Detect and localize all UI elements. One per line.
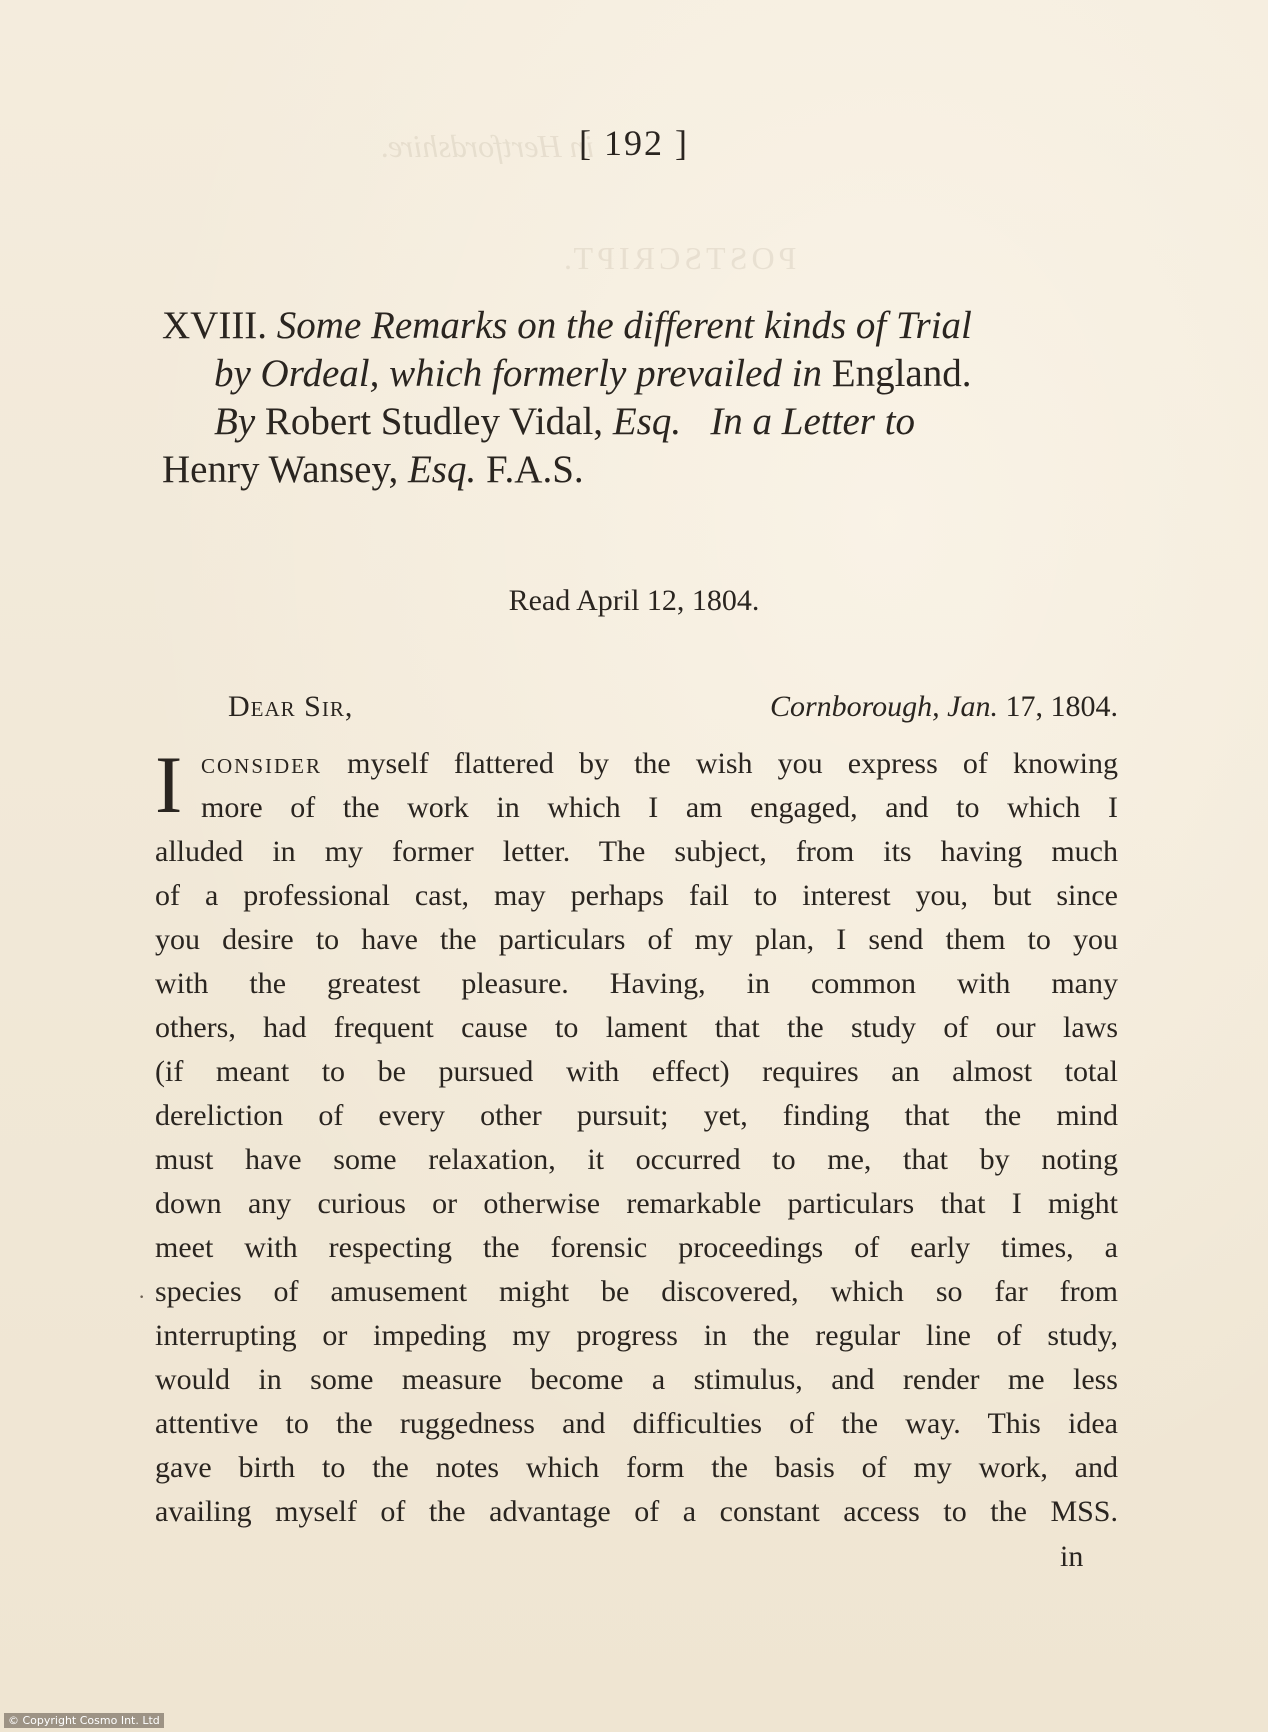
title-line-2: by Ordeal, which formerly prevailed in England. — [214, 352, 972, 395]
catchword: in — [1060, 1540, 1084, 1573]
text-line: interrupting or impeding my progress in the regular line of study, — [155, 1319, 1118, 1352]
text-line: (if meant to be pursued with effect) requires an almost total — [155, 1055, 1118, 1088]
author-name: Robert Studley Vidal, — [264, 400, 604, 443]
text-line: gave birth to the notes which form the basis of my work, and — [155, 1451, 1118, 1484]
title-line-1: XVIII. Some Remarks on the different kinds of Trial — [162, 304, 972, 347]
page-number: [ 192 ] — [579, 123, 689, 163]
article-numeral: XVIII. — [162, 304, 268, 347]
text-line: down any curious or otherwise remarkable particulars that I might — [155, 1187, 1118, 1220]
text-line: availing myself of the advantage of a constant access to the MSS. — [155, 1495, 1118, 1528]
salutation: Dear Sir, — [228, 690, 354, 723]
read-date: Read April 12, 1804. — [508, 584, 760, 617]
text-line: more of the work in which I am engaged, and to which I — [201, 791, 1118, 824]
text-line: attentive to the ruggedness and difficulties of the way. This idea — [155, 1407, 1118, 1440]
text-line: must have some relaxation, it occurred to me, that by noting — [155, 1143, 1118, 1176]
text-line: others, had frequent cause to lament that the study of our laws — [155, 1011, 1118, 1044]
bleed-through-text: POSTSCRIPT. — [560, 240, 797, 276]
bleed-through-text: in Hertfordshire. — [380, 128, 595, 164]
text-line: alluded in my former letter. The subject, from its having much — [155, 835, 1118, 868]
text-line: consider myself flattered by the wish you express of knowing — [201, 747, 1118, 780]
dateline: Cornborough, Jan. 17, 1804. — [769, 690, 1118, 723]
title-line-4: Henry Wansey, Esq. F.A.S. — [162, 448, 584, 491]
text-line: would in some measure become a stimulus, and render me less — [155, 1363, 1118, 1396]
text-line: of a professional cast, may perhaps fail to interest you, but since — [155, 879, 1118, 912]
text-line: species of amusement might be discovered, which so far from — [155, 1275, 1118, 1308]
margin-mark: · — [138, 1284, 146, 1309]
title-line-3: By Robert Studley Vidal, Esq. In a Letter to — [214, 400, 916, 443]
text-line: with the greatest pleasure. Having, in common with many — [155, 967, 1118, 1000]
drop-cap: I — [155, 739, 183, 830]
text-line: meet with respecting the forensic proceedings of early times, a — [155, 1231, 1118, 1264]
copyright-watermark: © Copyright Cosmo Int. Ltd — [4, 1713, 164, 1728]
letter-body — [155, 739, 1118, 1534]
recipient-name: Henry Wansey, — [162, 448, 399, 491]
article-title — [162, 302, 1122, 494]
text-line: you desire to have the particulars of my plan, I send them to you — [155, 923, 1118, 956]
text-line: dereliction of every other pursuit; yet, finding that the mind — [155, 1099, 1118, 1132]
